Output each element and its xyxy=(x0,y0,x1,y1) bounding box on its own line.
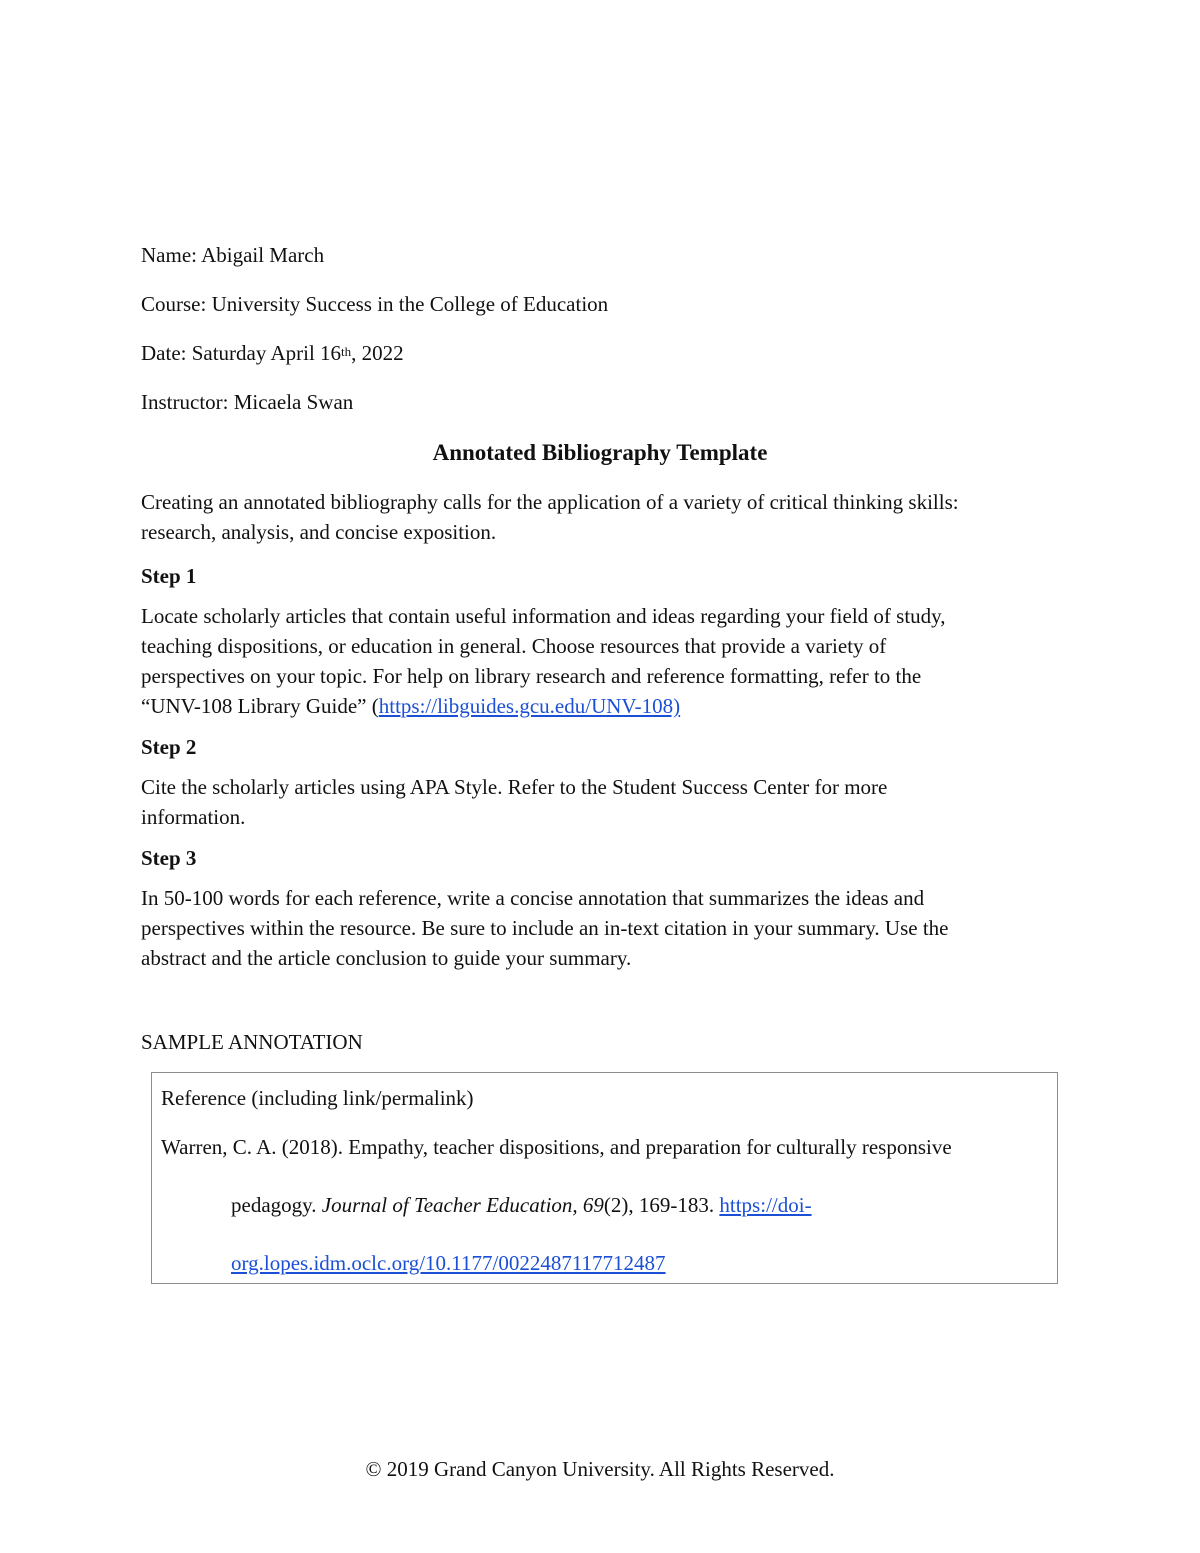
step-3-line-1: In 50-100 words for each reference, write a concise annotation that summarizes the ideas and xyxy=(141,886,925,910)
citation-line-2 xyxy=(231,1195,812,1216)
intro-line-1: Creating an annotated bibliography calls for the application of a variety of critical thinking skills: xyxy=(141,490,959,514)
issue-pages: (2), 169-183. xyxy=(603,1193,720,1217)
course-name: Course: University Success in the College of Education xyxy=(141,292,609,316)
date-year: , 2022 xyxy=(351,341,404,365)
journal-title: Journal of Teacher Education, 69 xyxy=(321,1193,604,1217)
step-1-line-3: perspectives on your topic. For help on library research and reference formatting, refer to the xyxy=(141,664,922,688)
citation-pedagogy: pedagogy. xyxy=(231,1193,322,1217)
doi-link-part-2[interactable]: org.lopes.idm.oclc.org/10.1177/0022487117712487 xyxy=(231,1251,666,1275)
step-3-line-2: perspectives within the resource. Be sure to include an in-text citation in your summary. Use the xyxy=(141,916,949,940)
citation-line-1: Warren, C. A. (2018). Empathy, teacher dispositions, and preparation for culturally responsive xyxy=(161,1135,952,1159)
step-1-line-2: teaching dispositions, or education in general. Choose resources that provide a variety of xyxy=(141,634,887,658)
library-guide-text: “UNV-108 Library Guide” ( xyxy=(141,694,379,718)
citation-line-3 xyxy=(231,1253,666,1274)
date-ordinal: th xyxy=(341,344,352,359)
library-guide-link[interactable]: https://libguides.gcu.edu/UNV-108) xyxy=(378,694,681,718)
student-name: Name: Abigail March xyxy=(141,243,325,267)
doi-link-part-1[interactable]: https://doi- xyxy=(719,1193,812,1217)
step-1-line-4 xyxy=(141,696,680,717)
step-1-heading: Step 1 xyxy=(141,564,197,588)
instructor-name: Instructor: Micaela Swan xyxy=(141,390,354,414)
step-3-heading: Step 3 xyxy=(141,846,197,870)
copyright-footer: © 2019 Grand Canyon University. All Rights Reserved. xyxy=(365,1457,835,1481)
step-2-line-2: information. xyxy=(141,805,246,829)
step-3-line-3: abstract and the article conclusion to guide your summary. xyxy=(141,946,632,970)
step-2-heading: Step 2 xyxy=(141,735,197,759)
step-1-line-1: Locate scholarly articles that contain useful information and ideas regarding your field of study, xyxy=(141,604,946,628)
reference-label: Reference (including link/permalink) xyxy=(161,1086,474,1110)
date-main: Date: Saturday April 16 xyxy=(141,341,342,365)
submission-date xyxy=(141,343,404,364)
intro-line-2: research, analysis, and concise exposition. xyxy=(141,520,497,544)
step-2-line-1: Cite the scholarly articles using APA Style. Refer to the Student Success Center for more xyxy=(141,775,888,799)
sample-annotation-heading: SAMPLE ANNOTATION xyxy=(141,1030,363,1054)
page-title: Annotated Bibliography Template xyxy=(432,440,768,465)
